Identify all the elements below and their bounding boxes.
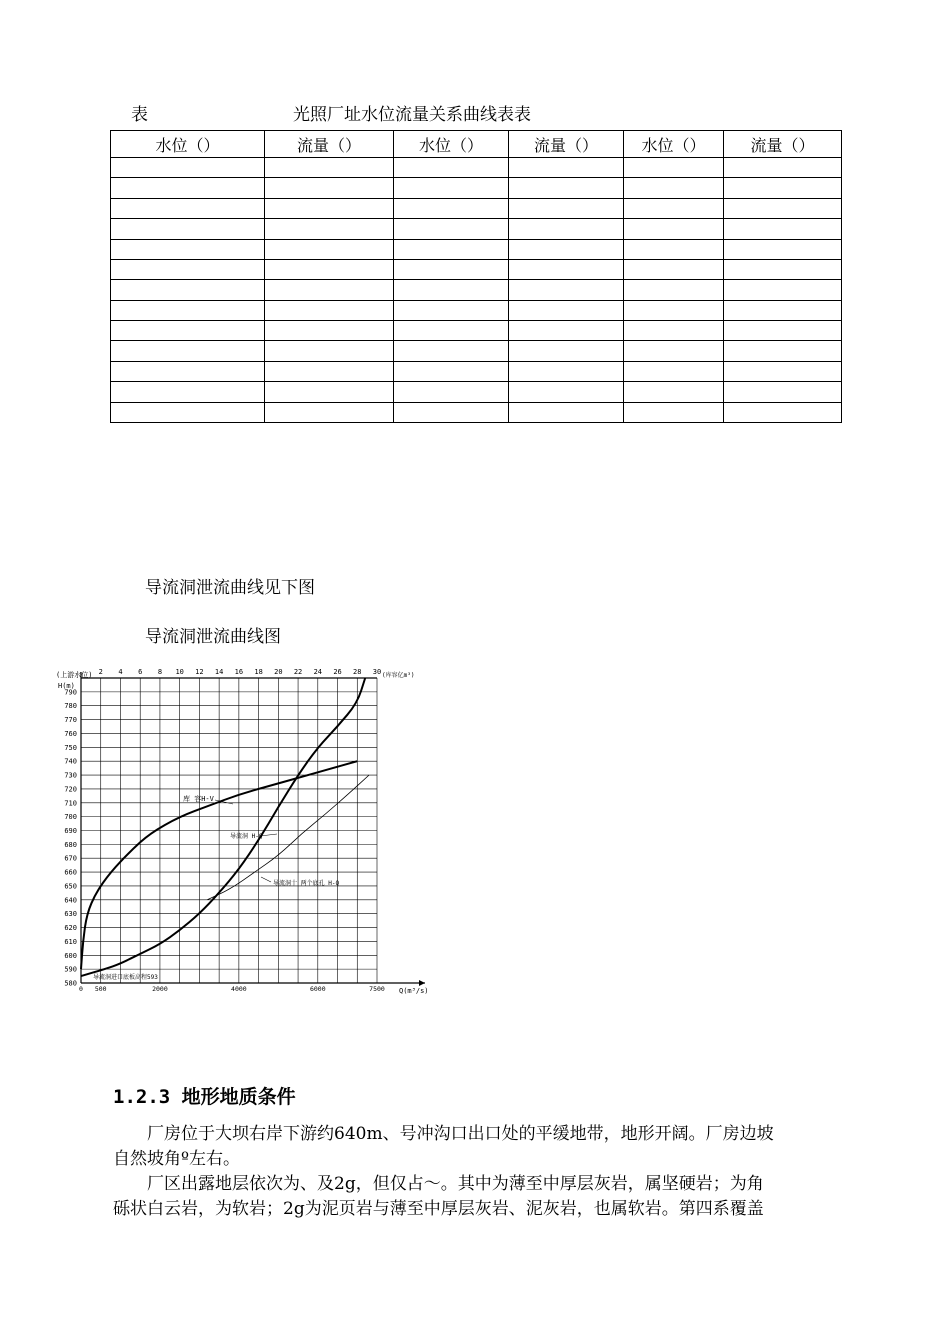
table-row	[111, 300, 842, 320]
table-cell	[724, 382, 842, 402]
series-label-hq: 导流洞 H-Q	[230, 833, 263, 840]
header-water-level-2: 水位（）	[394, 131, 509, 158]
section-title: 地形地质条件	[181, 1086, 296, 1108]
table-cell	[111, 402, 265, 423]
table-cell	[624, 158, 724, 178]
table-cell	[394, 198, 509, 218]
table-cell	[394, 321, 509, 341]
y-tick-label: 590	[64, 965, 77, 974]
table-header-row	[111, 131, 842, 158]
table-cell	[111, 361, 265, 381]
bottom-axis-labels	[79, 985, 385, 993]
table-cell	[394, 402, 509, 423]
top-tick-label: 10	[175, 668, 184, 676]
table-cell	[624, 382, 724, 402]
y-tick-label: 680	[64, 840, 77, 849]
table-cell	[265, 402, 394, 423]
y-tick-label: 650	[64, 882, 77, 891]
table-cell	[111, 300, 265, 320]
table-cell	[394, 382, 509, 402]
bottom-tick-label: 4000	[231, 985, 247, 993]
table-cell	[509, 300, 624, 320]
table-cell	[111, 158, 265, 178]
table-cell	[624, 178, 724, 198]
top-tick-label: 4	[118, 668, 123, 676]
table-cell	[265, 280, 394, 300]
table-cell	[624, 280, 724, 300]
table-cell	[394, 300, 509, 320]
table-cell	[265, 239, 394, 259]
series-line	[81, 678, 365, 976]
body-line-2: 自然坡角º左右。	[113, 1149, 240, 1169]
water-level-flow-table	[110, 130, 842, 423]
label-leader	[261, 877, 271, 882]
table-cell	[724, 259, 842, 279]
bottom-tick-label: 6000	[309, 985, 326, 993]
y-tick-label: 600	[64, 951, 77, 960]
table-cell	[394, 239, 509, 259]
table-cell	[509, 402, 624, 423]
header-water-level-3: 水位（）	[624, 131, 724, 158]
top-tick-label: 22	[293, 668, 303, 676]
figure-title: 导流洞泄流曲线图	[145, 627, 281, 647]
body-line-4: 砾状白云岩，为软岩；2g为泥页岩与薄至中厚层灰岩、泥灰岩，也属软岩。第四系覆盖	[113, 1199, 764, 1219]
y-tick-label: 720	[64, 785, 77, 794]
top-tick-label: 20	[274, 668, 283, 676]
top-tick-label: 26	[333, 668, 342, 676]
table-cell	[724, 321, 842, 341]
table-cell	[265, 259, 394, 279]
table-cell	[111, 219, 265, 239]
table-cell	[394, 341, 509, 361]
top-axis-label: (库容亿m³)	[382, 672, 415, 679]
header-flow-1: 流量（）	[265, 131, 394, 158]
y-tick-label: 760	[64, 729, 77, 738]
y-tick-label: 730	[64, 771, 77, 780]
table-cell	[394, 178, 509, 198]
y-tick-label: 780	[64, 702, 77, 711]
intro-text: 导流洞泄流曲线见下图	[145, 578, 315, 598]
bottom-tick-label: 7500	[369, 985, 385, 993]
bottom-tick-label: 2000	[152, 985, 168, 993]
table-cell	[624, 239, 724, 259]
y-tick-label: 690	[64, 827, 77, 835]
y-tick-label: 610	[64, 937, 77, 946]
table-cell	[509, 198, 624, 218]
table-row	[111, 198, 842, 218]
table-label: 表	[131, 105, 148, 125]
table-row	[111, 239, 842, 259]
table-cell	[265, 300, 394, 320]
table-row	[111, 341, 842, 361]
table-cell	[265, 158, 394, 178]
table-cell	[509, 361, 624, 381]
table-cell	[265, 361, 394, 381]
series-label-hv: 库 容H-V	[183, 795, 214, 803]
table-cell	[624, 321, 724, 341]
bottom-axis-label: Q(m³/s)	[399, 987, 429, 995]
table-cell	[509, 382, 624, 402]
bottom-tick-label: 0	[79, 985, 83, 993]
y-tick-label: 770	[64, 716, 77, 725]
table-cell	[265, 198, 394, 218]
table-cell	[509, 321, 624, 341]
header-water-level-1: 水位（）	[111, 131, 265, 158]
table-cell	[724, 158, 842, 178]
section-number: 1.2.3	[113, 1086, 171, 1108]
table-cell	[624, 259, 724, 279]
table-row	[111, 382, 842, 402]
x-axis-arrow	[419, 980, 425, 986]
table-cell	[394, 361, 509, 381]
table-row	[111, 219, 842, 239]
top-axis-labels	[99, 668, 382, 676]
top-tick-label: 24	[313, 668, 323, 676]
table-cell	[624, 300, 724, 320]
y-tick-label: 700	[64, 813, 77, 822]
y-tick-label: 790	[64, 688, 77, 697]
table-cell	[111, 198, 265, 218]
body-line-3: 厂区出露地层依次为、及2g，但仅占～。其中为薄至中厚层灰岩，属坚硬岩；为角	[113, 1174, 764, 1194]
table-cell	[724, 198, 842, 218]
table-cell	[509, 158, 624, 178]
table-row	[111, 361, 842, 381]
y-tick-label: 750	[64, 743, 77, 752]
top-tick-label: 16	[234, 668, 244, 676]
series-label-hq2: 导流洞十 两个底孔 H-Q	[273, 880, 340, 887]
table-cell	[624, 361, 724, 381]
table-cell	[265, 321, 394, 341]
table-cell	[724, 361, 842, 381]
top-tick-label: 18	[254, 668, 263, 676]
y-axis-title: (上游水位)	[56, 671, 93, 679]
table-cell	[624, 219, 724, 239]
top-tick-label: 8	[157, 668, 163, 676]
y-tick-label: 710	[64, 799, 77, 808]
table-row	[111, 259, 842, 279]
table-cell	[509, 259, 624, 279]
y-axis-unit: H(m)	[58, 682, 75, 690]
table-cell	[111, 259, 265, 279]
table-cell	[111, 239, 265, 259]
y-tick-label: 580	[64, 979, 77, 988]
table-cell	[624, 198, 724, 218]
section-heading	[113, 1082, 296, 1109]
top-tick-label: 12	[195, 668, 204, 676]
table-cell	[265, 178, 394, 198]
table-cell	[111, 321, 265, 341]
table-cell	[724, 280, 842, 300]
top-tick-label: 14	[214, 668, 224, 676]
table-cell	[509, 219, 624, 239]
table-row	[111, 158, 842, 178]
y-tick-label: 670	[64, 854, 77, 863]
table-cell	[624, 341, 724, 361]
table-row	[111, 321, 842, 341]
y-tick-label: 630	[64, 910, 77, 919]
chart-grid	[81, 672, 425, 986]
header-flow-3: 流量（）	[724, 131, 842, 158]
table-cell	[265, 382, 394, 402]
table-cell	[509, 280, 624, 300]
table-cell	[394, 158, 509, 178]
table-cell	[394, 280, 509, 300]
top-tick-label: 2	[98, 668, 103, 676]
chart-curves	[81, 678, 369, 976]
table-cell	[724, 300, 842, 320]
table-cell	[724, 178, 842, 198]
bottom-tick-label: 500	[94, 985, 107, 993]
table-caption	[0, 100, 950, 124]
table-row	[111, 402, 842, 423]
table-cell	[394, 259, 509, 279]
top-tick-label: 6	[138, 668, 143, 676]
header-flow-2: 流量（）	[509, 131, 624, 158]
table-row	[111, 178, 842, 198]
top-tick-label: 30	[372, 668, 382, 676]
table-cell	[111, 382, 265, 402]
table-title: 光照厂址水位流量关系曲线表表	[293, 105, 531, 125]
table-cell	[111, 280, 265, 300]
table-cell	[265, 219, 394, 239]
table-cell	[394, 219, 509, 239]
table-cell	[724, 219, 842, 239]
discharge-curve-chart	[55, 664, 435, 996]
table-row	[111, 280, 842, 300]
table-cell	[111, 341, 265, 361]
chart-annotation: 导流洞进口底板高程593	[93, 974, 158, 981]
y-tick-label: 660	[64, 868, 77, 877]
table-cell	[509, 178, 624, 198]
top-tick-label: 28	[353, 668, 362, 676]
table-cell	[111, 178, 265, 198]
table-cell	[724, 402, 842, 423]
y-tick-label: 640	[64, 896, 77, 905]
table-cell	[724, 239, 842, 259]
table-cell	[724, 341, 842, 361]
y-tick-label: 620	[64, 924, 77, 933]
table-cell	[509, 239, 624, 259]
table-cell	[624, 402, 724, 423]
table-cell	[509, 341, 624, 361]
y-tick-label: 740	[64, 757, 77, 766]
body-line-1: 厂房位于大坝右岸下游约640m、号冲沟口出口处的平缓地带，地形开阔。厂房边坡	[113, 1124, 774, 1144]
y-axis-labels	[64, 688, 77, 987]
table-cell	[265, 341, 394, 361]
